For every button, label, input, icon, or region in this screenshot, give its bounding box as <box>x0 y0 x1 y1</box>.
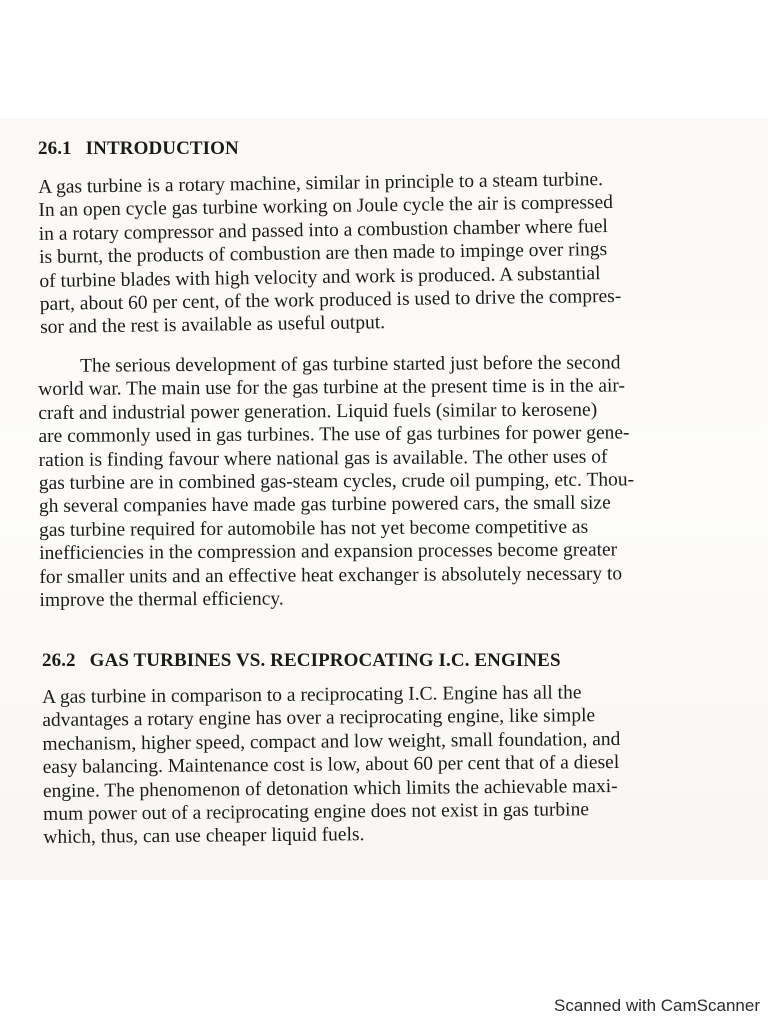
text-line: mechanism, higher speed, compact and low weight, small foundation, and <box>42 728 621 755</box>
text-line: The serious development of gas turbine started just before the second <box>80 352 621 377</box>
paragraph <box>38 351 722 613</box>
text-line: easy balancing. Maintenance cost is low, about 60 per cent that of a diesel <box>42 752 620 779</box>
text-line: A gas turbine is a rotary machine, similar in principle to a steam turbine. <box>38 169 604 198</box>
text-line: part, about 60 per cent, of the work produced is used to drive the compres- <box>39 285 622 316</box>
text-line: gas turbine are in combined gas-steam cycles, crude oil pumping, etc. Thou- <box>38 469 635 495</box>
section-number: 26.1 <box>38 138 72 159</box>
section-number: 26.2 <box>42 650 76 671</box>
text-line: A gas turbine in comparison to a reciprocating I.C. Engine has all the <box>42 682 582 708</box>
text-line: mum power out of a reciprocating engine does not exist in gas turbine <box>43 799 590 826</box>
text-line: of turbine blades with high velocity and work is produced. A substantial <box>39 262 601 292</box>
text-line: advantages a rotary engine has over a reciprocating engine, like simple <box>42 705 596 732</box>
text-line: world war. The main use for the gas turbine at the present time is in the air- <box>38 375 626 401</box>
section-heading-gas-turbines-vs-ic-engines <box>42 650 561 672</box>
text-line: In an open cycle gas turbine working on Joule cycle the air is compressed <box>38 192 614 222</box>
text-line: gas turbine required for automobile has not yet become competitive as <box>39 516 589 541</box>
text-line: for smaller units and an effective heat exchanger is absolutely necessary to <box>39 563 623 588</box>
text-line: are commonly used in gas turbines. The use of gas turbines for power gene- <box>38 422 630 448</box>
text-line: improve the thermal efficiency. <box>39 588 284 612</box>
text-line: craft and industrial power generation. Liquid fuels (similar to kerosene) <box>38 399 598 424</box>
section-heading-introduction <box>38 138 239 160</box>
text-line: is burnt, the products of combustion are then made to impinge over rings <box>38 239 608 269</box>
text-line: inefficiencies in the compression and expansion processes become greater <box>39 539 618 565</box>
camscanner-watermark: Scanned with CamScanner <box>553 996 760 1015</box>
text-line: in a rotary compressor and passed into a combustion chamber where fuel <box>38 215 609 245</box>
section-title: INTRODUCTION <box>85 138 239 159</box>
text-line: which, thus, can use cheaper liquid fuels. <box>43 824 365 849</box>
text-line: gh several companies have made gas turbine powered cars, the small size <box>38 492 611 518</box>
section-title: GAS TURBINES VS. RECIPROCATING I.C. ENGINES <box>89 650 561 671</box>
text-line: sor and the rest is available as useful output. <box>39 312 386 339</box>
paragraph <box>42 680 723 850</box>
text-line: engine. The phenomenon of detonation which limits the achievable maxi- <box>42 775 618 802</box>
text-line: ration is finding favour where national gas is available. The other uses of <box>38 446 608 471</box>
paragraph <box>38 167 718 340</box>
